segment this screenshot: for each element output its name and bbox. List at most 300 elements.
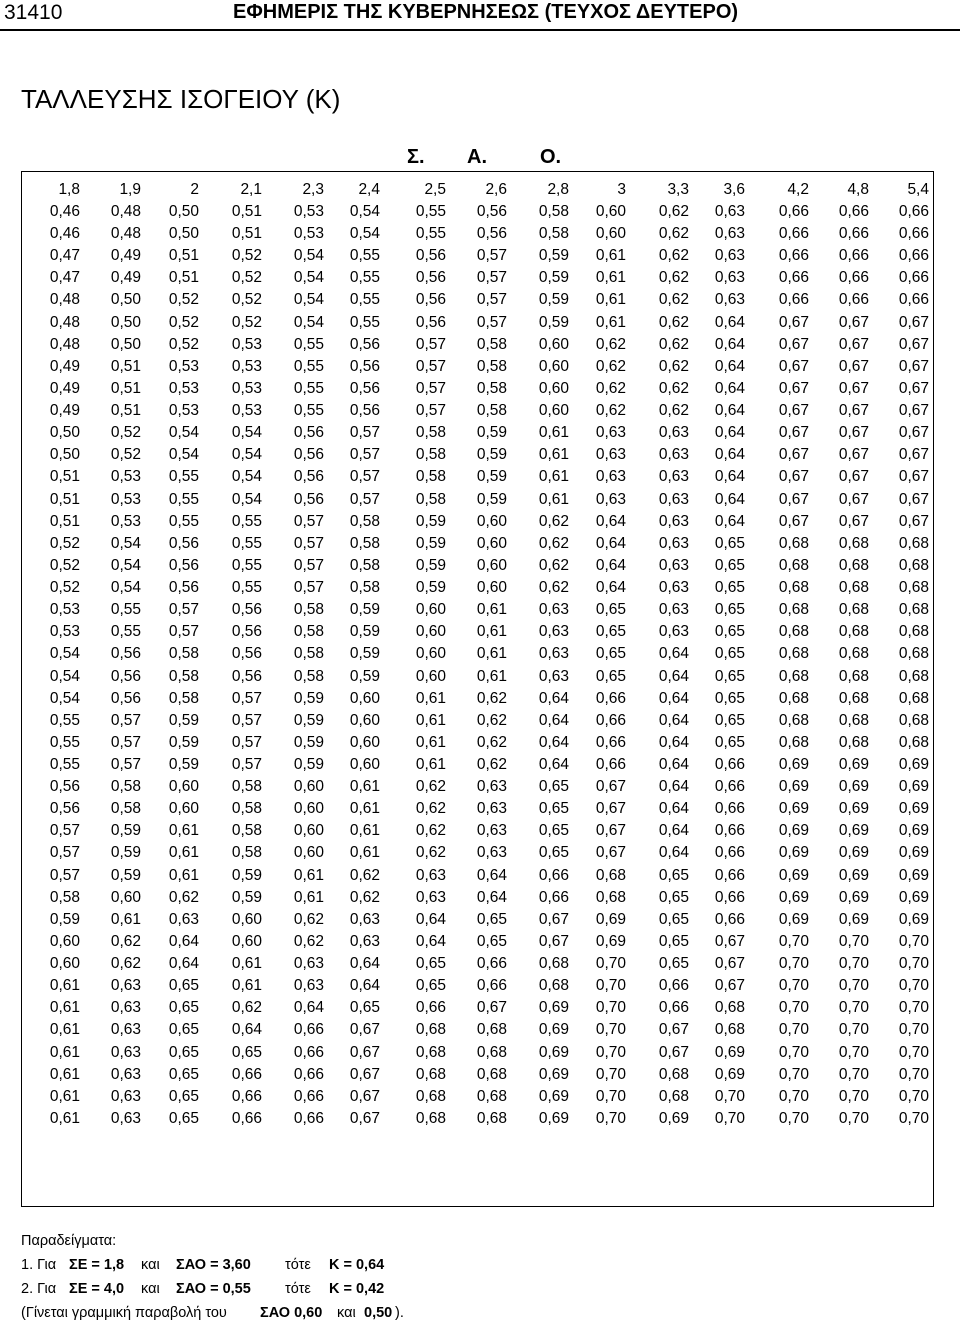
table-cell: 0,61 — [168, 844, 199, 862]
table-cell: 0,58 — [293, 645, 324, 663]
table-cell: 0,54 — [231, 468, 262, 486]
table-header-cell: 4,8 — [847, 181, 869, 198]
table-cell: 0,55 — [231, 534, 262, 552]
table-cell: 0,61 — [595, 291, 626, 309]
table-cell: 0,55 — [49, 756, 80, 773]
table-cell: 0,66 — [415, 999, 446, 1017]
table-cell: 0,63 — [658, 534, 689, 552]
table-cell: 0,64 — [658, 778, 689, 796]
table-cell: 0,69 — [538, 1043, 569, 1061]
table-cell: 0,65 — [349, 999, 380, 1017]
table-cell: 0,69 — [838, 888, 869, 906]
table-cell: 0,58 — [168, 667, 199, 685]
table-cell: 0,57 — [110, 756, 141, 773]
table-row — [21, 599, 934, 621]
table-cell: 0,55 — [168, 512, 199, 530]
table-cell: 0,60 — [168, 778, 199, 796]
table-cell: 0,69 — [838, 822, 869, 840]
table-cell: 0,50 — [168, 225, 199, 243]
table-cell: 0,48 — [110, 203, 141, 220]
table-cell: 0,55 — [349, 291, 380, 309]
example-2-and: και — [141, 1281, 160, 1297]
table-row — [21, 643, 934, 665]
table-cell: 0,60 — [476, 579, 507, 597]
table-cell: 0,60 — [415, 601, 446, 619]
table-header-cell: 3,6 — [723, 181, 745, 198]
table-cell: 0,50 — [110, 313, 141, 331]
table-row — [21, 245, 934, 267]
table-row — [21, 312, 934, 334]
table-cell: 0,67 — [838, 402, 869, 420]
note-text: (Γίνεται γραμμική παραβολή του — [21, 1305, 227, 1321]
table-cell: 0,62 — [476, 711, 507, 729]
table-cell: 0,64 — [714, 468, 745, 486]
table-cell: 0,61 — [110, 910, 141, 928]
table-cell: 0,52 — [231, 247, 262, 265]
table-cell: 0,63 — [476, 778, 507, 796]
table-cell: 0,56 — [231, 623, 262, 641]
table-cell: 0,54 — [49, 645, 80, 663]
table-row — [21, 1108, 934, 1130]
section-title: ΤΑΛΛΕΥΣΗΣ ΙΣΟΓΕΙΟΥ (Κ) — [21, 84, 341, 114]
table-cell: 0,55 — [231, 512, 262, 530]
table-row — [21, 511, 934, 533]
table-header-cell: 4,2 — [787, 181, 809, 198]
table-cell: 0,68 — [778, 534, 809, 552]
table-cell: 0,58 — [110, 778, 141, 796]
table-cell: 0,65 — [595, 623, 626, 641]
table-cell: 0,66 — [778, 247, 809, 265]
table-header-cell: 5,4 — [907, 181, 929, 198]
table-cell: 0,68 — [778, 645, 809, 663]
table-cell: 0,68 — [538, 955, 569, 973]
table-cell: 0,68 — [778, 733, 809, 751]
table-cell: 0,70 — [838, 1043, 869, 1061]
table-cell: 0,70 — [838, 1109, 869, 1127]
table-cell: 0,62 — [168, 888, 199, 906]
table-row — [21, 931, 934, 953]
table-cell: 0,64 — [476, 866, 507, 884]
table-cell: 0,68 — [898, 556, 929, 574]
table-cell: 0,70 — [778, 999, 809, 1017]
table-cell: 0,62 — [538, 579, 569, 597]
example-2-k: Κ = 0,42 — [329, 1281, 385, 1297]
table-cell: 0,63 — [293, 955, 324, 973]
table-cell: 0,64 — [658, 800, 689, 818]
table-cell: 0,55 — [231, 556, 262, 574]
table-row — [21, 754, 934, 776]
table-cell: 0,61 — [231, 955, 262, 973]
table-cell: 0,57 — [231, 711, 262, 729]
table-cell: 0,56 — [49, 800, 80, 818]
table-cell: 0,62 — [476, 756, 507, 773]
table-cell: 0,61 — [476, 601, 507, 619]
table-cell: 0,57 — [110, 711, 141, 729]
table-cell: 0,54 — [349, 203, 380, 220]
table-cell: 0,67 — [778, 357, 809, 375]
table-cell: 0,56 — [476, 225, 507, 243]
table-cell: 0,68 — [898, 601, 929, 619]
page-header — [0, 0, 960, 30]
table-cell: 0,53 — [231, 402, 262, 420]
table-cell: 0,61 — [476, 667, 507, 685]
table-cell: 0,57 — [415, 402, 446, 420]
table-cell: 0,56 — [293, 424, 324, 442]
table-cell: 0,56 — [349, 402, 380, 420]
table-cell: 0,59 — [110, 866, 141, 884]
table-cell: 0,70 — [898, 999, 929, 1017]
table-cell: 0,65 — [714, 667, 745, 685]
table-cell: 0,51 — [110, 357, 141, 375]
table-cell: 0,59 — [110, 822, 141, 840]
table-cell: 0,61 — [293, 888, 324, 906]
table-row — [21, 334, 934, 356]
table-cell: 0,66 — [595, 756, 626, 773]
table-cell: 0,57 — [49, 844, 80, 862]
table-cell: 0,61 — [49, 1021, 80, 1039]
table-row — [21, 555, 934, 577]
table-cell: 0,60 — [476, 512, 507, 530]
table-cell: 0,63 — [714, 291, 745, 309]
table-cell: 0,69 — [778, 844, 809, 862]
table-cell: 0,57 — [415, 335, 446, 353]
note-close: ). — [395, 1305, 404, 1321]
table-cell: 0,69 — [838, 910, 869, 928]
table-cell: 0,57 — [349, 468, 380, 486]
table-row — [21, 422, 934, 444]
table-cell: 0,63 — [110, 1021, 141, 1039]
table-cell: 0,69 — [898, 778, 929, 796]
table-cell: 0,56 — [231, 667, 262, 685]
table-cell: 0,49 — [110, 247, 141, 265]
table-cell: 0,65 — [714, 711, 745, 729]
table-cell: 0,59 — [293, 733, 324, 751]
table-cell: 0,63 — [110, 999, 141, 1017]
table-cell: 0,63 — [658, 579, 689, 597]
table-cell: 0,65 — [168, 1065, 199, 1083]
table-header-cell: 2,5 — [424, 181, 446, 198]
table-cell: 0,62 — [658, 357, 689, 375]
table-cell: 0,63 — [714, 269, 745, 287]
table-cell: 0,67 — [778, 379, 809, 397]
table-cell: 0,60 — [349, 711, 380, 729]
table-cell: 0,57 — [476, 247, 507, 265]
table-cell: 0,70 — [595, 999, 626, 1017]
table-cell: 0,61 — [595, 313, 626, 331]
table-cell: 0,62 — [595, 357, 626, 375]
table-cell: 0,66 — [658, 977, 689, 995]
table-cell: 0,54 — [231, 424, 262, 442]
table-cell: 0,68 — [476, 1109, 507, 1127]
table-cell: 0,51 — [49, 512, 80, 530]
table-cell: 0,51 — [168, 269, 199, 287]
table-cell: 0,63 — [110, 1087, 141, 1105]
table-cell: 0,63 — [538, 645, 569, 663]
table-cell: 0,60 — [595, 203, 626, 220]
table-row — [21, 997, 934, 1019]
table-cell: 0,55 — [110, 601, 141, 619]
table-cell: 0,59 — [293, 689, 324, 707]
table-cell: 0,68 — [838, 667, 869, 685]
table-row — [21, 820, 934, 842]
table-cell: 0,55 — [49, 711, 80, 729]
table-cell: 0,55 — [293, 357, 324, 375]
table-cell: 0,61 — [538, 468, 569, 486]
table-cell: 0,59 — [538, 313, 569, 331]
table-row — [21, 887, 934, 909]
table-cell: 0,67 — [778, 490, 809, 508]
table-cell: 0,56 — [415, 247, 446, 265]
table-cell: 0,70 — [898, 1043, 929, 1061]
table-cell: 0,64 — [538, 733, 569, 751]
table-cell: 0,68 — [476, 1043, 507, 1061]
table-cell: 0,65 — [476, 910, 507, 928]
table-cell: 0,52 — [231, 291, 262, 309]
table-cell: 0,67 — [838, 490, 869, 508]
table-cell: 0,70 — [838, 1087, 869, 1105]
table-cell: 0,66 — [231, 1109, 262, 1127]
table-cell: 0,62 — [293, 932, 324, 950]
table-cell: 0,47 — [49, 269, 80, 287]
example-2-prefix: 2. Για — [21, 1281, 57, 1297]
table-cell: 0,67 — [838, 313, 869, 331]
table-cell: 0,55 — [349, 269, 380, 287]
table-cell: 0,60 — [293, 800, 324, 818]
table-row — [21, 710, 934, 732]
table-cell: 0,66 — [476, 977, 507, 995]
table-cell: 0,56 — [349, 379, 380, 397]
table-cell: 0,53 — [231, 379, 262, 397]
table-cell: 0,54 — [110, 534, 141, 552]
table-row — [21, 1064, 934, 1086]
table-cell: 0,52 — [49, 556, 80, 574]
table-cell: 0,59 — [349, 667, 380, 685]
table-cell: 0,55 — [415, 225, 446, 243]
table-cell: 0,61 — [595, 247, 626, 265]
table-cell: 0,68 — [595, 866, 626, 884]
table-cell: 0,50 — [168, 203, 199, 220]
table-cell: 0,62 — [349, 888, 380, 906]
table-cell: 0,53 — [49, 601, 80, 619]
table-cell: 0,67 — [898, 490, 929, 508]
table-cell: 0,68 — [415, 1065, 446, 1083]
table-cell: 0,62 — [476, 733, 507, 751]
table-cell: 0,70 — [595, 1043, 626, 1061]
table-cell: 0,59 — [349, 601, 380, 619]
table-cell: 0,67 — [778, 424, 809, 442]
table-cell: 0,56 — [293, 490, 324, 508]
table-cell: 0,59 — [476, 490, 507, 508]
table-cell: 0,51 — [231, 203, 262, 220]
table-row — [21, 1086, 934, 1108]
table-cell: 0,68 — [838, 534, 869, 552]
table-cell: 0,51 — [110, 379, 141, 397]
table-cell: 0,61 — [415, 689, 446, 707]
table-cell: 0,60 — [476, 534, 507, 552]
table-cell: 0,68 — [898, 579, 929, 597]
example-1-se: ΣΕ = 1,8 — [69, 1257, 125, 1273]
table-cell: 0,67 — [838, 468, 869, 486]
table-cell: 0,66 — [778, 225, 809, 243]
table-cell: 0,66 — [714, 888, 745, 906]
table-cell: 0,69 — [778, 866, 809, 884]
table-cell: 0,68 — [838, 733, 869, 751]
table-cell: 0,69 — [778, 910, 809, 928]
table-cell: 0,66 — [293, 1109, 324, 1127]
table-cell: 0,65 — [168, 999, 199, 1017]
table-cell: 0,55 — [168, 490, 199, 508]
table-header-cell: 2,8 — [547, 181, 569, 198]
table-cell: 0,55 — [293, 379, 324, 397]
table-cell: 0,70 — [714, 1109, 745, 1127]
table-row — [21, 842, 934, 864]
table-cell: 0,66 — [898, 291, 929, 309]
table-row — [21, 621, 934, 643]
table-cell: 0,67 — [778, 313, 809, 331]
table-row — [21, 1019, 934, 1041]
table-cell: 0,69 — [838, 844, 869, 862]
table-cell: 0,70 — [898, 1021, 929, 1039]
table-cell: 0,68 — [415, 1021, 446, 1039]
table-cell: 0,52 — [231, 313, 262, 331]
table-cell: 0,67 — [595, 778, 626, 796]
table-cell: 0,57 — [49, 822, 80, 840]
table-cell: 0,59 — [349, 645, 380, 663]
table-cell: 0,62 — [658, 291, 689, 309]
table-cell: 0,67 — [898, 357, 929, 375]
table-cell: 0,54 — [349, 225, 380, 243]
table-cell: 0,61 — [538, 424, 569, 442]
table-cell: 0,70 — [778, 1021, 809, 1039]
table-cell: 0,62 — [658, 269, 689, 287]
table-cell: 0,61 — [49, 1043, 80, 1061]
sao-label-o: Ο. — [540, 146, 562, 168]
table-cell: 0,55 — [293, 402, 324, 420]
table-cell: 0,67 — [538, 932, 569, 950]
table-cell: 0,56 — [349, 335, 380, 353]
table-cell: 0,55 — [293, 335, 324, 353]
table-cell: 0,61 — [168, 822, 199, 840]
table-cell: 0,60 — [538, 379, 569, 397]
table-cell: 0,70 — [838, 955, 869, 973]
sao-label-a: Α. — [467, 146, 487, 168]
table-cell: 0,64 — [538, 711, 569, 729]
table-cell: 0,69 — [898, 800, 929, 818]
table-cell: 0,58 — [415, 490, 446, 508]
table-cell: 0,69 — [714, 1043, 745, 1061]
example-2-se: ΣΕ = 4,0 — [69, 1281, 125, 1297]
table-cell: 0,66 — [714, 866, 745, 884]
table-cell: 0,69 — [538, 1021, 569, 1039]
table-cell: 0,69 — [658, 1109, 689, 1127]
table-cell: 0,61 — [476, 623, 507, 641]
table-cell: 0,58 — [476, 402, 507, 420]
table-cell: 0,56 — [349, 357, 380, 375]
table-cell: 0,57 — [110, 733, 141, 751]
table-cell: 0,61 — [49, 999, 80, 1017]
table-cell: 0,67 — [778, 446, 809, 464]
table-cell: 0,65 — [714, 579, 745, 597]
table-cell: 0,63 — [538, 623, 569, 641]
table-cell: 0,57 — [168, 601, 199, 619]
table-cell: 0,58 — [476, 335, 507, 353]
table-cell: 0,64 — [658, 756, 689, 773]
table-cell: 0,55 — [415, 203, 446, 220]
table-cell: 0,68 — [778, 623, 809, 641]
table-cell: 0,63 — [110, 1109, 141, 1127]
table-cell: 0,55 — [110, 623, 141, 641]
table-cell: 0,61 — [538, 490, 569, 508]
table-cell: 0,58 — [231, 778, 262, 796]
table-cell: 0,68 — [415, 1043, 446, 1061]
table-cell: 0,59 — [110, 844, 141, 862]
table-cell: 0,68 — [714, 999, 745, 1017]
table-cell: 0,67 — [349, 1021, 380, 1039]
table-cell: 0,62 — [231, 999, 262, 1017]
table-cell: 0,61 — [415, 756, 446, 773]
table-cell: 0,64 — [415, 910, 446, 928]
table-cell: 0,57 — [293, 556, 324, 574]
table-cell: 0,53 — [231, 335, 262, 353]
table-cell: 0,57 — [293, 534, 324, 552]
table-cell: 0,64 — [714, 313, 745, 331]
table-cell: 0,61 — [349, 822, 380, 840]
table-cell: 0,62 — [658, 402, 689, 420]
table-cell: 0,68 — [658, 1065, 689, 1083]
table-cell: 0,56 — [415, 269, 446, 287]
table-cell: 0,60 — [293, 822, 324, 840]
note-and: και — [337, 1305, 356, 1321]
table-cell: 0,58 — [538, 203, 569, 220]
table-cell: 0,67 — [778, 468, 809, 486]
table-cell: 0,53 — [49, 623, 80, 641]
table-row — [21, 378, 934, 400]
gazette-title: ΕΦΗΜΕΡΙΣ ΤΗΣ ΚΥΒΕΡΝΗΣΕΩΣ (ΤΕΥΧΟΣ ΔΕΥΤΕΡΟ) — [233, 1, 739, 23]
table-cell: 0,70 — [595, 1065, 626, 1083]
table-cell: 0,58 — [49, 888, 80, 906]
table-cell: 0,68 — [778, 579, 809, 597]
table-cell: 0,63 — [110, 1043, 141, 1061]
table-cell: 0,70 — [595, 1021, 626, 1039]
table-cell: 0,64 — [349, 955, 380, 973]
table-cell: 0,64 — [714, 424, 745, 442]
table-cell: 0,68 — [415, 1087, 446, 1105]
table-cell: 0,67 — [714, 977, 745, 995]
table-cell: 0,50 — [110, 335, 141, 353]
table-cell: 0,70 — [898, 1065, 929, 1083]
table-cell: 0,68 — [838, 556, 869, 574]
table-cell: 0,65 — [714, 689, 745, 707]
table-cell: 0,59 — [293, 756, 324, 773]
table-cell: 0,67 — [778, 512, 809, 530]
table-cell: 0,65 — [714, 733, 745, 751]
table-cell: 0,59 — [476, 424, 507, 442]
table-cell: 0,58 — [476, 379, 507, 397]
table-cell: 0,51 — [110, 402, 141, 420]
table-cell: 0,52 — [231, 269, 262, 287]
table-cell: 0,61 — [538, 446, 569, 464]
table-cell: 0,67 — [349, 1043, 380, 1061]
table-cell: 0,60 — [293, 844, 324, 862]
table-cell: 0,62 — [293, 910, 324, 928]
table-header-cell: 2,6 — [485, 181, 507, 198]
table-cell: 0,65 — [168, 1021, 199, 1039]
table-cell: 0,61 — [349, 800, 380, 818]
table-cell: 0,64 — [168, 932, 199, 950]
table-cell: 0,57 — [415, 357, 446, 375]
table-cell: 0,63 — [658, 446, 689, 464]
table-cell: 0,63 — [476, 822, 507, 840]
